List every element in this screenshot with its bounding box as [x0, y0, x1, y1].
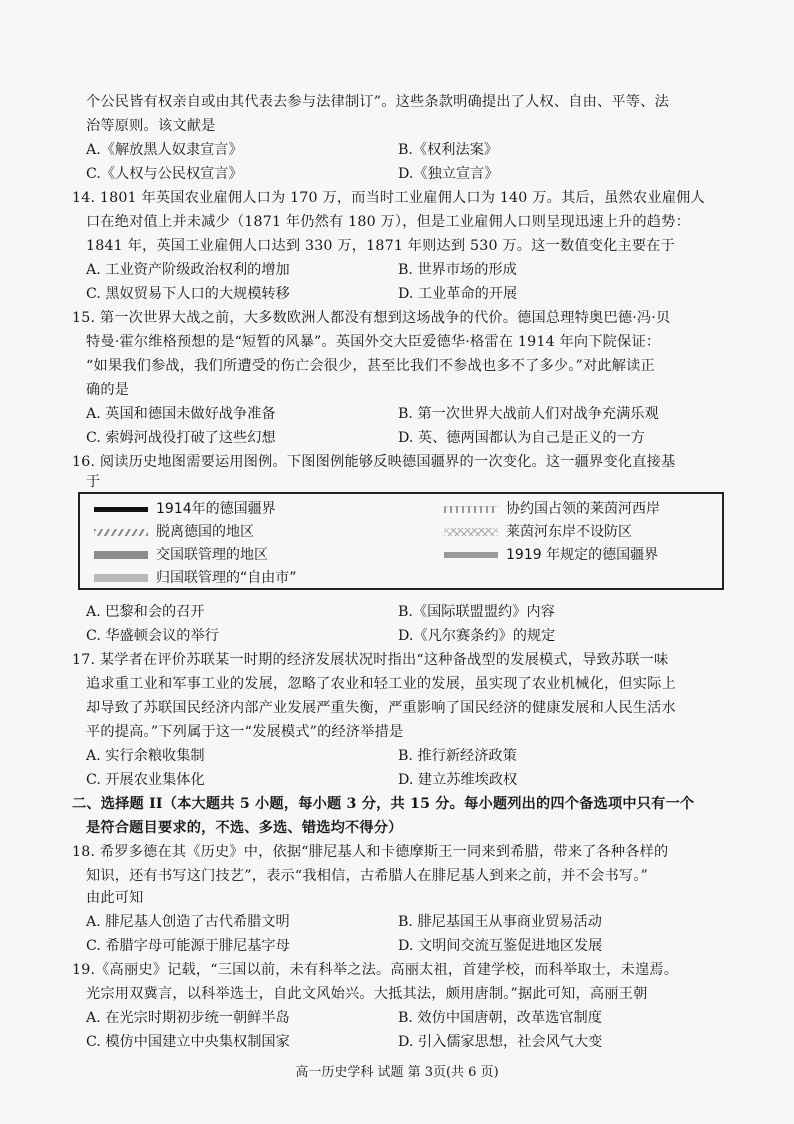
- q13-option-c: C.《人权与公民权宣言》: [86, 166, 243, 182]
- map-legend: [78, 492, 724, 590]
- legend-swatch-hatched: [94, 529, 148, 536]
- q15-option-c: C. 索姆河战役打破了这些幻想: [86, 430, 276, 446]
- q14-option-d: D. 工业革命的开展: [398, 286, 518, 302]
- q13-option-d: D.《独立宣言》: [398, 166, 499, 182]
- legend-item-1914-border: 1914年的德国疆界: [94, 498, 276, 520]
- q17-option-a: A. 实行余粮收集制: [86, 748, 205, 764]
- q16-option-a: A. 巴黎和会的召开: [86, 604, 205, 620]
- legend-swatch-crosshatch: [444, 528, 498, 536]
- legend-swatch-gray-line: [444, 552, 498, 558]
- q16-option-d: D.《凡尔赛条约》的规定: [398, 628, 556, 644]
- q19-stem-line: 光宗用双冀言，以科举选士，自此文风始兴。大抵其法，颇用唐制。”据此可知，高丽王朝: [86, 986, 648, 1002]
- q16-option-b: B.《国际联盟盟约》内容: [398, 604, 555, 620]
- page-footer: 高一历史学科 试题 第 3页(共 6 页): [295, 1065, 499, 1080]
- q19-option-c: C. 模仿中国建立中央集权制国家: [86, 1034, 290, 1050]
- q14-stem-line: 1841 年，英国工业雇佣人口达到 330 万，1871 年则达到 530 万。这一数值变化主要在于: [86, 238, 676, 254]
- q14-stem-line: 14. 1801 年英国农业雇佣人口为 170 万，而当时工业雇佣人口为 140 万。其后，虽然农业雇佣人: [72, 190, 705, 206]
- q13-stem-line: 个公民皆有权亲自或由其代表去参与法律制订”。这些条款明确提出了人权、自由、平等、法: [86, 94, 669, 110]
- q16-stem-line: 于: [86, 474, 101, 490]
- q18-option-c: C. 希腊字母可能源于腓尼基字母: [86, 938, 290, 954]
- q18-option-d: D. 文明间交流互鉴促进地区发展: [398, 938, 603, 954]
- legend-item-free-city: 归国联管理的“自由市”: [94, 567, 297, 589]
- q18-option-a: A. 腓尼基人创造了古代希腊文明: [86, 914, 290, 930]
- q19-stem-line: 19.《高丽史》记载，“三国以前，未有科举之法。高丽太祖，首建学校，而科举取士，未遑焉。: [72, 962, 679, 978]
- legend-swatch-dotted: [444, 506, 498, 513]
- legend-item-league-administered: 交国联管理的地区: [94, 544, 268, 566]
- q15-stem-line: “如果我们参战，我们所遭受的伤亡会很少，甚至比我们不参战也多不了多少。”对此解读正: [86, 358, 655, 374]
- legend-item-rhine-east-demilitarized: 莱茵河东岸不设防区: [444, 521, 632, 543]
- q13-stem-line: 治等原则。该文献是: [86, 118, 216, 134]
- legend-swatch-light-band: [94, 574, 148, 582]
- q18-stem-line: 18. 希罗多德在其《历史》中，依据“腓尼基人和卡德摩斯王一同来到希腊，带来了各种各样的: [72, 844, 669, 860]
- q16-stem-line: 16. 阅读历史地图需要运用图例。下图图例能够反映德国疆界的一次变化。这一疆界变化直接基: [72, 454, 676, 470]
- q17-stem-line: 17. 某学者在评价苏联某一时期的经济发展状况时指出“这种备战型的发展模式，导致苏联一味: [72, 652, 669, 668]
- q17-option-b: B. 推行新经济政策: [398, 748, 517, 764]
- q18-stem-line: 知识，还有书写这门技艺”，表示“我相信，古希腊人在腓尼基人到来之前，并不会书写。”: [86, 868, 648, 884]
- q14-option-b: B. 世界市场的形成: [398, 262, 517, 278]
- q15-stem-line: 确的是: [86, 382, 130, 398]
- legend-swatch-gray-band: [94, 551, 148, 559]
- q13-option-b: B.《权利法案》: [398, 142, 499, 158]
- q17-option-d: D. 建立苏维埃政权: [398, 772, 518, 788]
- q16-option-c: C. 华盛顿会议的举行: [86, 628, 219, 644]
- legend-item-1919-border: 1919 年规定的德国疆界: [444, 544, 658, 566]
- q17-stem-line: 却导致了苏联国民经济内部产业发展严重失衡，严重影响了国民经济的健康发展和人民生活水: [86, 700, 676, 716]
- section-heading: 二、选择题 II（本大题共 5 小题，每小题 3 分，共 15 分。每小题列出的四个备选项中只有一个: [72, 796, 695, 812]
- q15-stem-line: 特曼·霍尔维格预想的是“短暂的风暴”。英国外交大臣爱德华·格雷在 1914 年向下院保证：: [86, 334, 661, 350]
- legend-item-rhine-west-occupied: 协约国占领的莱茵河西岸: [444, 498, 660, 520]
- q15-option-b: B. 第一次世界大战前人们对战争充满乐观: [398, 406, 659, 422]
- q14-stem-line: 口在绝对值上并未减少（1871 年仍然有 180 万），但是工业雇佣人口则呈现迅速上升的趋势：: [86, 214, 690, 230]
- q14-option-c: C. 黑奴贸易下人口的大规模转移: [86, 286, 290, 302]
- section-heading-line2: 是符合题目要求的，不选、多选、错选均不得分）: [86, 820, 403, 836]
- q19-option-d: D. 引入儒家思想，社会风气大变: [398, 1034, 603, 1050]
- q19-option-b: B. 效仿中国唐朝，改革选官制度: [398, 1010, 602, 1026]
- q15-option-d: D. 英、德两国都认为自己是正义的一方: [398, 430, 645, 446]
- q13-option-a: A.《解放黑人奴隶宣言》: [86, 142, 243, 158]
- q15-stem-line: 15. 第一次世界大战之前，大多数欧洲人都没有想到这场战争的代价。德国总理特奥巴德·冯·贝: [72, 310, 671, 326]
- q15-option-a: A. 英国和德国未做好战争准备: [86, 406, 276, 422]
- q18-option-b: B. 腓尼基国王从事商业贸易活动: [398, 914, 602, 930]
- q18-stem-line: 由此可知: [86, 890, 144, 906]
- q17-stem-line: 平的提高。”下列属于这一“发展模式”的经济举措是: [86, 724, 404, 740]
- legend-item-ceded-areas: 脱离德国的地区: [94, 521, 254, 543]
- q19-option-a: A. 在光宗时期初步统一朝鲜半岛: [86, 1010, 290, 1026]
- q14-option-a: A. 工业资产阶级政治权利的增加: [86, 262, 290, 278]
- q17-option-c: C. 开展农业集体化: [86, 772, 205, 788]
- legend-swatch-solid-line: [94, 507, 148, 512]
- q17-stem-line: 追求重工业和军事工业的发展，忽略了农业和轻工业的发展，虽实现了农业机械化，但实际上: [86, 676, 676, 692]
